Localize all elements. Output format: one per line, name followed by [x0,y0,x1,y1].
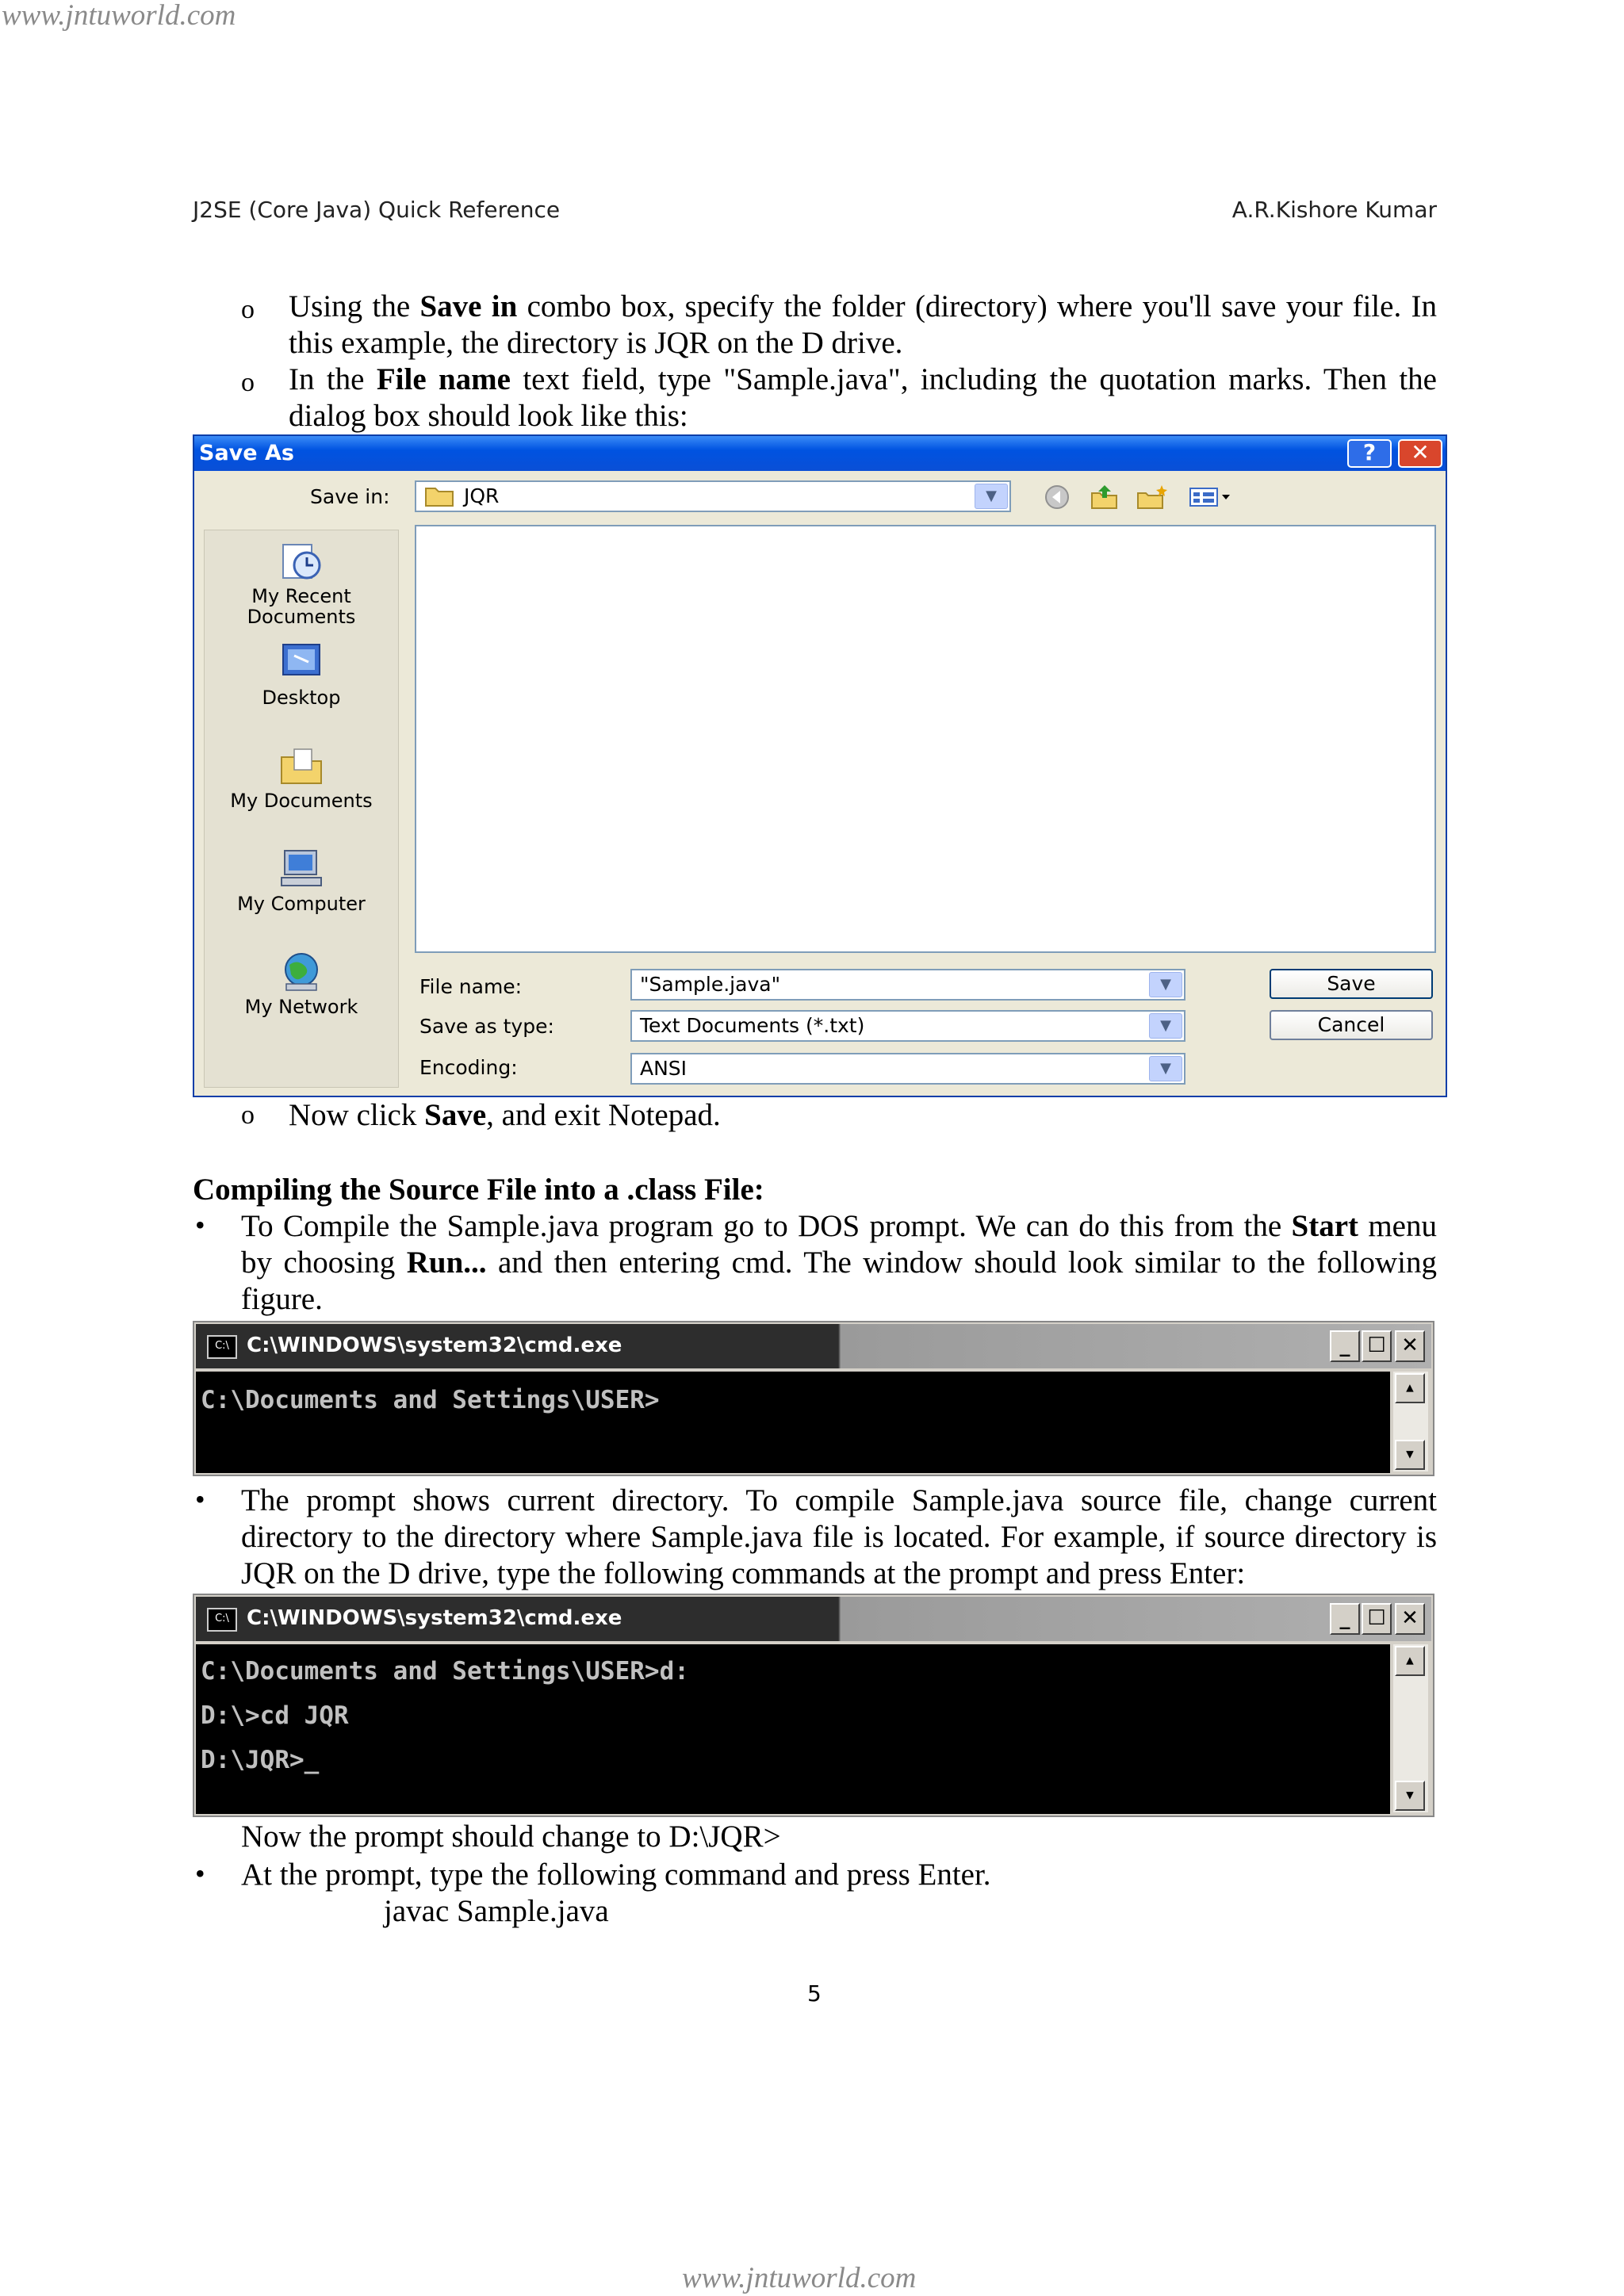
minimize-button[interactable]: _ [1330,1330,1360,1362]
vertical-scrollbar[interactable] [1393,1372,1428,1471]
scroll-down-icon[interactable]: ▼ [1395,1440,1425,1470]
dialog-title: Save As [199,441,294,465]
desktop-icon [278,641,324,684]
cmd-title: C:\WINDOWS\system32\cmd.exe [247,1606,622,1630]
places-bar [204,530,399,1088]
list-marker: o [241,295,255,324]
encoding-select[interactable] [630,1053,1185,1085]
console-line: D:\>cd JQR [201,1701,349,1730]
bullet-marker: • [195,1483,205,1515]
documents-folder-icon [278,744,324,787]
step-file-name: In the File name text field, type "Sample.java", including the quotation marks. Then the dialog box should look like this: [289,362,1437,433]
encoding-value: ANSI [640,1057,688,1080]
place-desktop[interactable] [205,641,398,708]
cancel-button[interactable]: Cancel [1270,1010,1433,1040]
views-menu-icon[interactable] [1187,484,1235,511]
watermark-bottom: www.jntuworld.com [682,2262,917,2294]
place-label: Desktop [262,687,341,709]
console-output[interactable] [196,1372,1390,1473]
chevron-down-icon[interactable]: ▼ [1149,1056,1182,1081]
save-as-type-select[interactable] [630,1010,1185,1042]
back-icon[interactable] [1041,484,1073,511]
place-my-documents[interactable] [205,744,398,811]
maximize-button[interactable]: ☐ [1362,1603,1392,1635]
encoding-label: Encoding: [419,1056,518,1079]
prompt-change-note: Now the prompt should change to D:\JQR> [241,1820,781,1854]
file-name-label: File name: [419,975,523,998]
save-as-type-label: Save as type: [419,1015,554,1038]
place-label: My Network [244,996,358,1018]
up-folder-icon[interactable] [1089,484,1120,511]
step-click-save: Now click Save, and exit Notepad. [289,1098,721,1132]
console-output[interactable] [196,1644,1390,1814]
javac-command: javac Sample.java [384,1894,609,1928]
cmd-system-icon[interactable]: C:\ [207,1608,237,1632]
watermark-top: www.jntuworld.com [2,0,236,32]
save-button[interactable]: Save [1270,969,1433,999]
chevron-down-icon[interactable]: ▼ [975,484,1008,509]
bullet-change-directory: The prompt shows current directory. To compile Sample.java source file, change current directory to the directory where Sample.java file is located. For example, if source directory is JQR on the D drive, type the following commands at the prompt and press Enter: [241,1483,1437,1590]
computer-icon [278,848,324,890]
save-in-value: JQR [464,484,500,507]
place-label: My Recent Documents [247,585,356,628]
save-as-type-value: Text Documents (*.txt) [640,1014,865,1037]
cmd-title: C:\WINDOWS\system32\cmd.exe [247,1334,622,1357]
save-in-combo[interactable] [415,480,1011,512]
chevron-down-icon[interactable]: ▼ [1149,972,1182,997]
header-right: A.R.Kishore Kumar [1231,197,1437,223]
page-number: 5 [807,1980,822,2007]
list-marker: o [241,368,255,397]
minimize-button[interactable]: _ [1330,1603,1360,1635]
save-as-dialog [193,434,1447,1097]
folder-icon [424,482,456,504]
cmd-title-bar [196,1324,1431,1368]
dialog-title-bar [194,436,1446,471]
bullet-marker: • [195,1858,205,1889]
step-save-in: Using the Save in combo box, specify the folder (directory) where you'll save your file. In this example, the directory is JQR on the D drive. [289,289,1438,360]
scroll-down-icon[interactable]: ▼ [1395,1781,1425,1811]
cmd-title-bar [196,1597,1431,1641]
header-left: J2SE (Core Java) Quick Reference [193,197,561,223]
place-label: My Documents [230,790,373,812]
console-line: D:\JQR>_ [201,1746,320,1774]
cmd-window-1 [193,1321,1434,1476]
bullet-marker: • [195,1209,205,1241]
chevron-down-icon[interactable]: ▼ [1149,1013,1182,1039]
network-globe-icon [278,951,324,993]
place-my-computer[interactable] [205,848,398,914]
new-folder-icon[interactable] [1136,484,1168,511]
scroll-up-icon[interactable]: ▲ [1395,1646,1425,1676]
close-button[interactable]: ✕ [1395,1330,1425,1362]
help-button[interactable]: ? [1347,439,1392,468]
bullet-compile-intro: To Compile the Sample.java program go to DOS prompt. We can do this from the Start menu by choosing Run... and then entering cmd. The window should look similar to the following figure. [241,1209,1437,1316]
scroll-up-icon[interactable]: ▲ [1395,1373,1425,1403]
save-in-label: Save in: [310,485,390,508]
cmd-system-icon[interactable]: C:\ [207,1335,237,1359]
place-my-network[interactable] [205,951,398,1017]
section-title: Compiling the Source File into a .class File: [193,1173,764,1207]
vertical-scrollbar[interactable] [1393,1644,1428,1812]
bullet-type-command: At the prompt, type the following command and press Enter. [241,1858,991,1892]
file-name-input[interactable] [630,969,1185,1001]
console-line: C:\Documents and Settings\USER> [201,1386,660,1414]
close-button[interactable]: ✕ [1398,439,1442,468]
console-line: C:\Documents and Settings\USER>d: [201,1657,689,1686]
place-recent-documents[interactable] [205,540,398,627]
clock-icon [278,540,324,583]
cmd-window-2 [193,1594,1434,1817]
maximize-button[interactable]: ☐ [1362,1330,1392,1362]
list-marker: o [241,1100,255,1130]
place-label: My Computer [237,893,366,915]
close-button[interactable]: ✕ [1395,1603,1425,1635]
file-name-value: "Sample.java" [640,973,781,996]
file-list-area[interactable] [415,525,1436,953]
